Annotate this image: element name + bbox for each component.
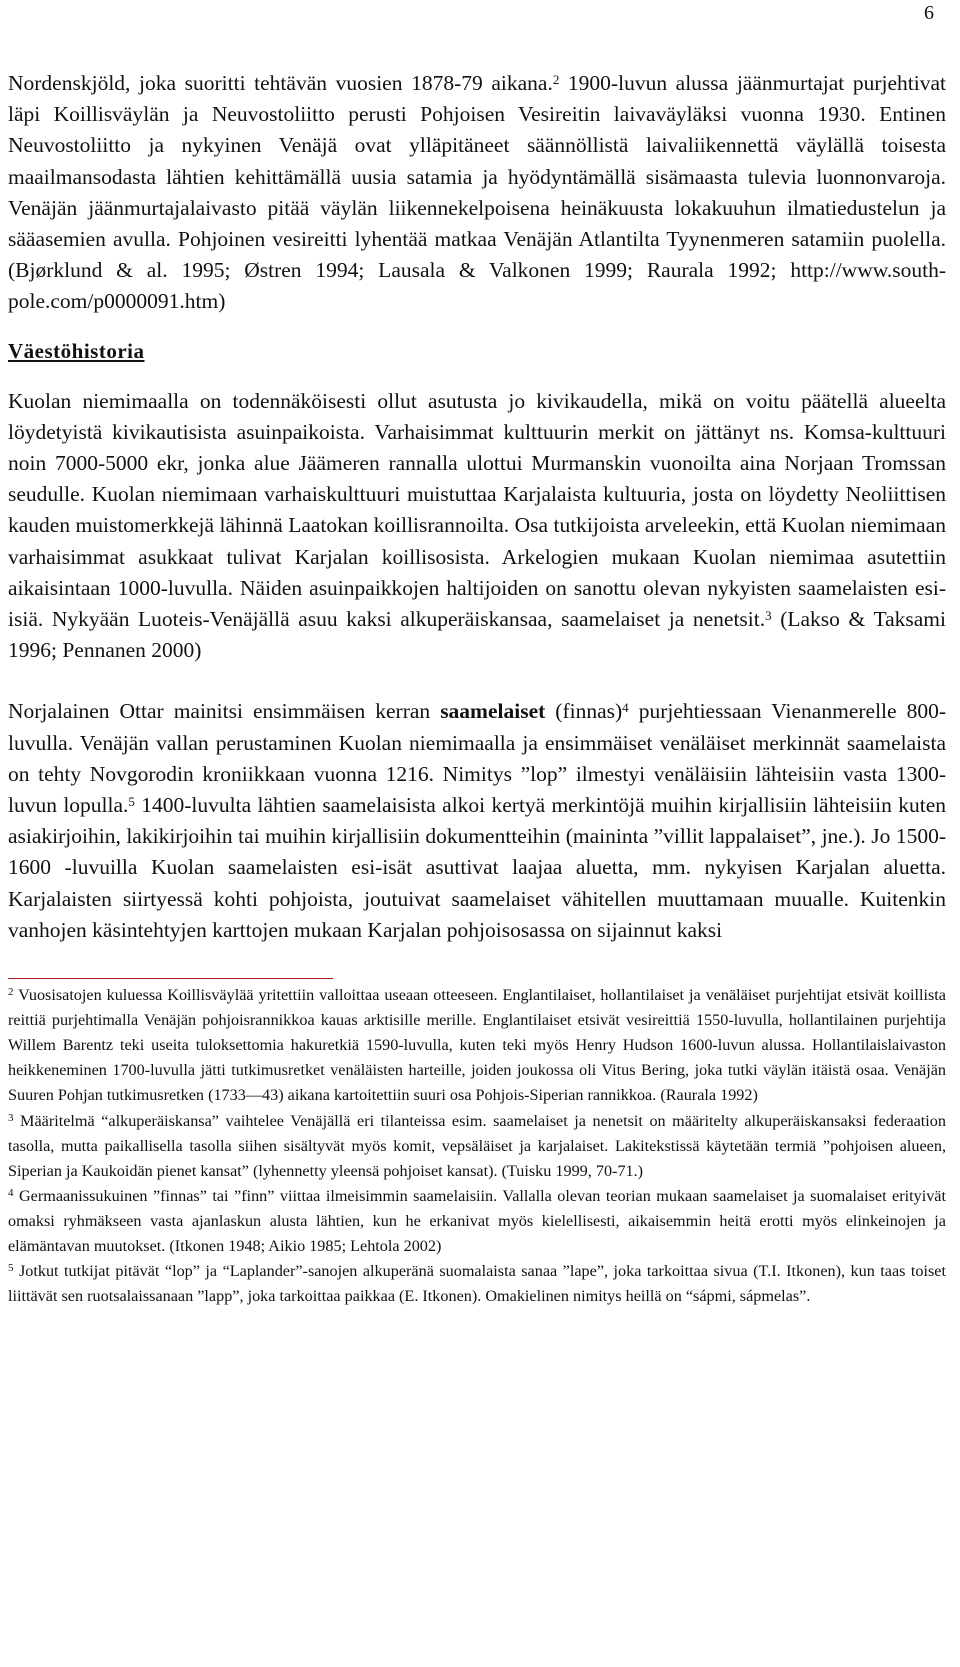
paragraph-text: (finnas) <box>545 699 623 724</box>
bold-term: saamelaiset <box>440 699 546 724</box>
footnote-2 <box>8 983 946 1108</box>
paragraph-population-history <box>8 386 946 667</box>
page-number: 6 <box>924 2 934 24</box>
footnote-4 <box>8 1184 946 1259</box>
footnote-number: 5 <box>8 1262 14 1275</box>
paragraph-text: Norjalainen Ottar mainitsi ensimmäisen kerran <box>8 699 441 724</box>
paragraph-text: (Lakso & Taksami 1996; Pennanen 2000) <box>8 607 946 663</box>
footnote-number: 4 <box>8 1186 14 1199</box>
paragraph-text: Kuolan niemimaalla on todennäköisesti ollut asutusta jo kivikaudella, mikä on voitu päätellä alueelta löydetyistä kivikautisista asuinpaikoista. Varhaisimmat kulttuurin merkit on jättänyt ns. Komsa-kulttuuri noin 7000-5000 ekr, jonka alue Jäämeren rannalla ulottui Murmanskin vuonoilta aina Norjaan Tromssan seudulle. Kuolan niemimaan varhaiskulttuuri muistuttaa Karjalaista kultuuria, josta on löydetty Neoliittisen kauden muistomerkkejä lähinnä Laatokan koillisrannoilta. Osa tutkijoista arveleekin, että Kuolan niemimaan varhaisimmat asukkaat tulivat Karjalan koillisosista. Arkelogien mukaan Kuolan niemimaa asutettiin aikaisintaan 1000-luvulla. Näiden asuinpaikkojen haltijoiden on sanottu olevan nykyisten saamelaisten esi-isiä. Nykyään Luoteis-Venäjällä asuu kaksi alkuperäiskansaa, saamelaiset ja nenetsit. <box>8 388 946 632</box>
footnote-ref-2[interactable]: 2 <box>552 72 560 87</box>
section-heading: Väestöhistoria <box>8 338 145 363</box>
footnote-text: Germaanissukuinen ”finnas” tai ”finn” viittaa ilmeisimmin saamelaisiin. Vallalla olevan teorian mukaan saamelaiset ja suomalaiset erityivät omaksi ryhmäkseen vasta ajanlaskun alusta lähtien, kun he erkanivat myös kielellisesti, aikaisemmin heitä erotti myös elinkeinojen ja elämäntavan muutokset. (Itkonen 1948; Aikio 1985; Lehtola 2002) <box>8 1186 946 1256</box>
paragraph-gap <box>8 666 946 696</box>
paragraph-text: 1400-luvulta lähtien saamelaisista alkoi kertyä merkintöjä muihin kirjallisiin lähteisiin kuten asiakirjoihin, lakikirjoihin tai muihin kirjallisiin dokumentteihin (maininta ”villit lappalaiset”, jne.). Jo 1500-1600 -luvuilla Kuolan saamelaisten esi-isät asuttivat laajaa aluetta, mm. nykyisen Karjalan aluetta. Karjalaisten siirtyessä kohti pohjoista, joutuivat saamelaiset vähitellen muuttamaan muualle. Kuitenkin vanhojen käsintehtyjen karttojen mukaan Karjalan pohjoisosassa on sijainnut kaksi <box>8 793 947 942</box>
footnote-5 <box>8 1259 946 1309</box>
footnote-divider <box>8 978 333 979</box>
footnote-text: Vuosisatojen kuluessa Koillisväylää yritettiin valloittaa useaan otteeseen. Englantilaiset, hollantilaiset ja venäläiset purjehtijat etsivät koillista reittiä purjehtimalla Venäjän pohjoisrannikkoa kauas arktisille merille. Englantilaiset etsivät vesireittiä 1550-luvulla, hollantilainen purjehtija Willem Barentz teki useita tuloksettomia hakuretkiä 1590-luvulla, kuten teki myös Henry Hudson 1600-luvun alussa. Hollantilaislaivaston heikkeneminen 1700-luvulla jätti tutkimusretket venäläisten harteille, joiden joukossa oli Vitus Bering, joka tutki väylän itäistä osaa. Venäjän Suuren Pohjan tutkimusretken (1733—43) aikana kartoitettiin suuri osa Pohjois-Siperian rannikkoa. (Raurala 1992) <box>8 986 946 1105</box>
footnote-number: 3 <box>8 1111 14 1124</box>
paragraph-northern-sea-route <box>8 68 946 318</box>
footnote-ref-5[interactable]: 5 <box>128 794 135 810</box>
paragraph-text: 1900-luvun alussa jäänmurtajat purjehtivat läpi Koillisväylän ja Neuvostoliitto perusti Pohjoisen Vesireitin laivaväyläksi vuonna 1930. Entinen Neuvostoliitto ja nykyinen Venäjä ovat ylläpitäneet säännöllistä laivaliikennettä väylällä toisesta maailmansodasta lähtien kehittämällä uusia satamia ja hyödyntämällä sisämaasta tulevia luonnonvaroja. Venäjän jäänmurtajalaivasto pitää väylän liikennekelpoisena heinäkuusta lokakuuhun ilmatiedustelun ja sääasemien avulla. Pohjoinen vesireitti lyhentää matkaa Venäjän Atlantilta Tyynenmeren satamiin puolella. (Bjørklund & al. 1995; Østren 1994; Lausala & Valkonen 1999; Raurala 1992; http://www.south-pole.com/p0000091.htm) <box>8 71 947 314</box>
footnote-text: Jotkut tutkijat pitävät “lop” ja “Laplander”-sanojen alkuperänä suomalaista sanaa ”lape”, joka tarkoittaa sivua (T.I. Itkonen), kun taas toiset liittävät sen ruotsalaissanaan ”lapp”, joka tarkoittaa paikkaa (E. Itkonen). Omakielinen nimitys heillä on “sápmi, sápmelas”. <box>8 1262 946 1306</box>
footnote-ref-3[interactable]: 3 <box>765 608 772 624</box>
paragraph-text: purjehtiessaan Vienanmerelle 800-luvulla. Venäjän vallan perustaminen Kuolan niemimaalla ja ensimmäiset venäläiset merkinnät saamelaista on tehty Novgorodin kroniikkaan vuonna 1216. Nimitys ”lop” ilmestyi venäläisiin lähteisiin vasta 1300-luvun lopulla. <box>8 699 946 818</box>
footnote-3 <box>8 1109 946 1184</box>
footnote-text: Määritelmä “alkuperäiskansa” vaihtelee Venäjällä eri tilanteissa esim. saamelaiset ja nenetsit on määritelty alkuperäiskansaksi federaation tasolla, mutta paikallisella tasolla siihen sisältyvät myös komit, vepsäläiset ja karjalaiset. Lakitekstissä käytetään termiä ”pohjoisen alueen, Siperian ja Kaukoidän pienet kansat” (lyhennetty yleensä pohjoiset kansat). (Tuisku 1999, 70-71.) <box>8 1111 946 1180</box>
paragraph-saami-history <box>8 696 946 946</box>
footnote-number: 2 <box>8 986 14 999</box>
paragraph-text: Nordenskjöld, joka suoritti tehtävän vuosien 1878-79 aikana. <box>8 71 553 95</box>
footnote-ref-4[interactable]: 4 <box>622 700 629 716</box>
page-content <box>8 68 946 1309</box>
